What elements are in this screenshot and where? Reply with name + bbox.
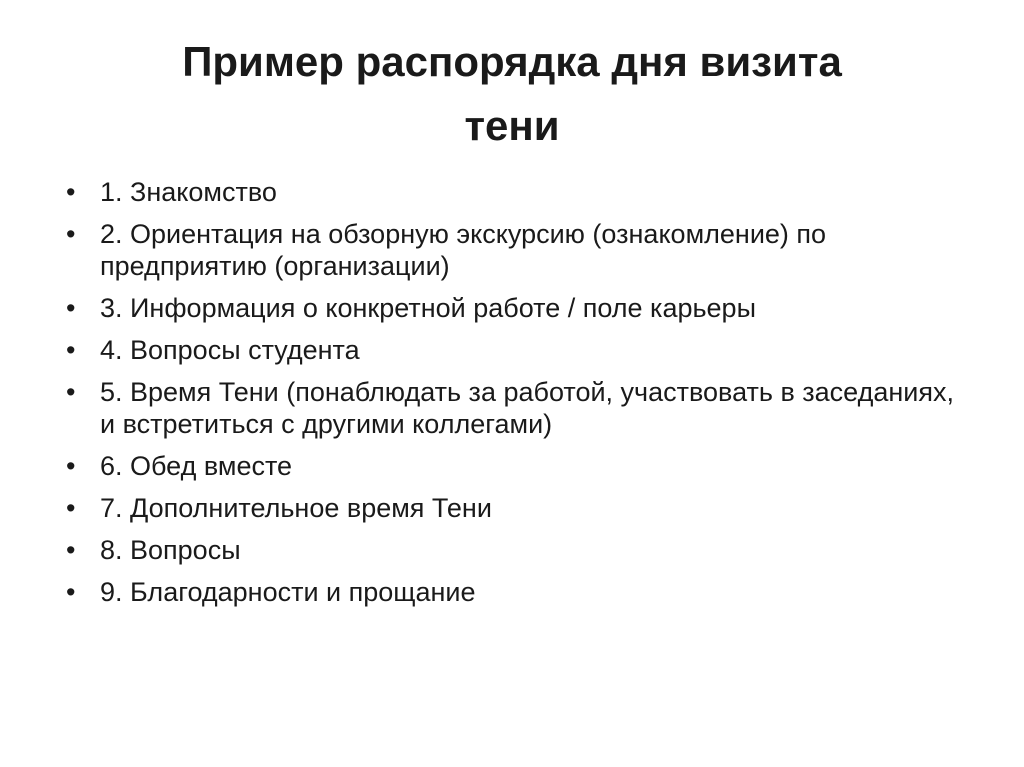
bullet-icon: •	[66, 335, 76, 365]
list-item-text: 6. Обед вместе	[100, 451, 293, 481]
bullet-icon: •	[66, 451, 76, 481]
list-item-text: 8. Вопросы	[100, 535, 241, 565]
list-item	[66, 450, 966, 482]
list-item-text: 5. Время Тени (понаблюдать за работой, участвовать в заседаниях, и встретиться с другими коллегами)	[100, 377, 954, 439]
bullet-icon: •	[66, 219, 76, 249]
list-item-text: 7. Дополнительное время Тени	[100, 493, 492, 523]
list-item-text: 4. Вопросы студента	[100, 335, 360, 365]
bullet-list	[66, 176, 966, 618]
bullet-icon: •	[66, 493, 76, 523]
list-item	[66, 576, 966, 608]
list-item	[66, 218, 966, 282]
list-item	[66, 376, 966, 440]
bullet-icon: •	[66, 377, 76, 407]
list-item-text: 3. Информация о конкретной работе / поле карьеры	[100, 293, 756, 323]
list-item	[66, 534, 966, 566]
list-item	[66, 292, 966, 324]
slide-title	[70, 30, 954, 158]
list-item	[66, 176, 966, 208]
list-item-text: 2. Ориентация на обзорную экскурсию (ознакомление) по предприятию (организации)	[100, 219, 827, 281]
list-item	[66, 492, 966, 524]
bullet-icon: •	[66, 535, 76, 565]
bullet-icon: •	[66, 577, 76, 607]
title-line-2: тени	[464, 102, 560, 149]
bullet-icon: •	[66, 177, 76, 207]
title-line-1: Пример распорядка дня визита	[182, 38, 842, 85]
bullet-icon: •	[66, 293, 76, 323]
list-item-text: 9. Благодарности и прощание	[100, 577, 476, 607]
list-item	[66, 334, 966, 366]
list-item-text: 1. Знакомство	[100, 177, 277, 207]
